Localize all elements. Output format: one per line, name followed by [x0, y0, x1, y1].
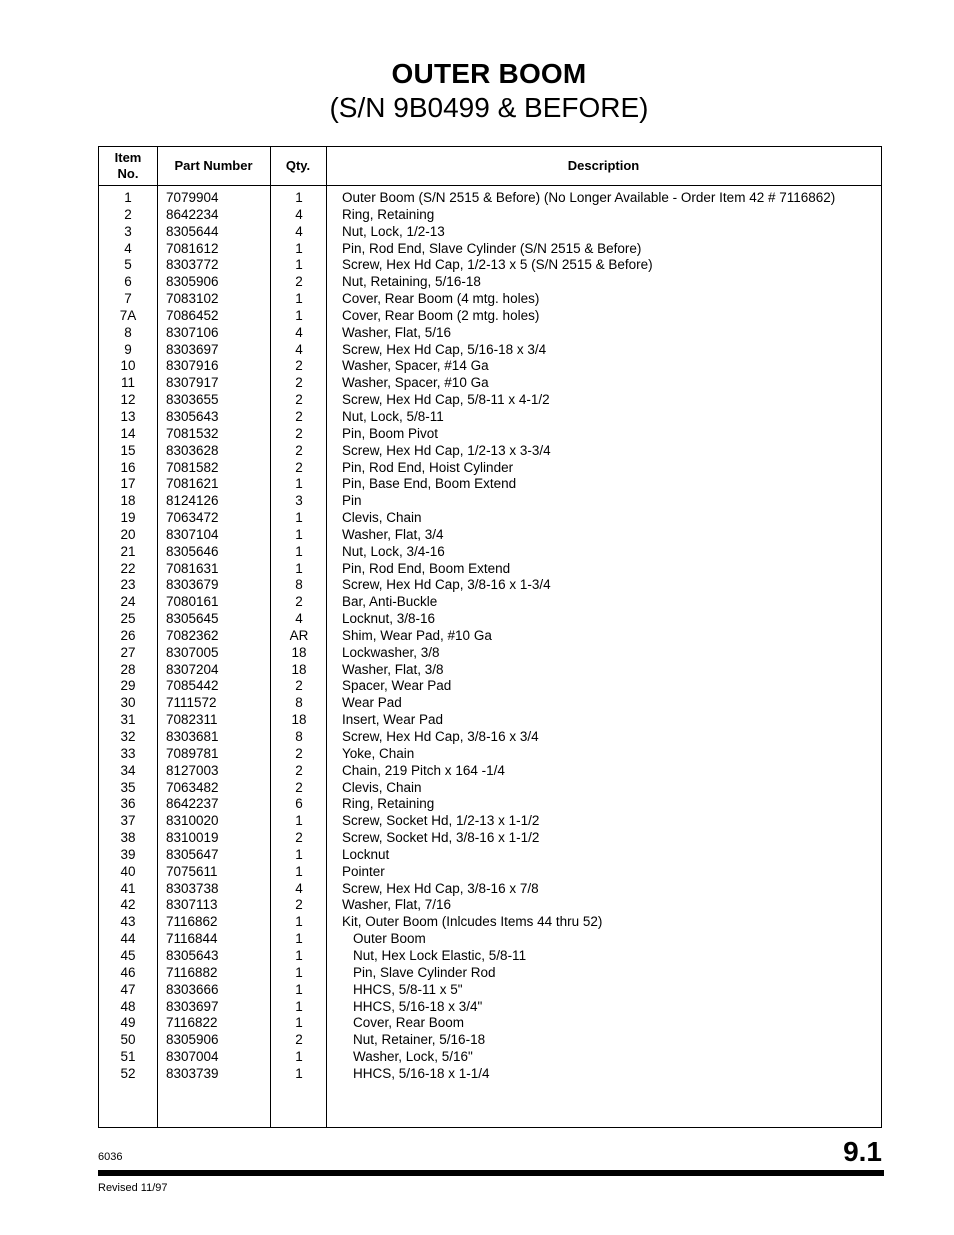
quantity: 1: [295, 476, 303, 492]
item-number: 27: [120, 644, 136, 660]
item-number: 19: [120, 510, 136, 526]
item-number: 14: [120, 425, 136, 441]
item-number: 38: [120, 830, 136, 846]
description: Washer, Lock, 5/16": [353, 1049, 473, 1065]
quantity: 8: [295, 729, 303, 744]
quantity: 1: [295, 190, 303, 205]
quantity: 1: [295, 964, 303, 980]
item-number: 41: [120, 880, 136, 896]
table-row: [99, 409, 881, 426]
part-number: 8307004: [166, 1049, 219, 1065]
table-row: [99, 982, 881, 999]
table-row: [99, 864, 881, 881]
part-number: 8124126: [166, 493, 219, 509]
part-number: 8305643: [166, 947, 219, 963]
quantity: 1: [295, 914, 303, 930]
part-number: 7089781: [166, 745, 219, 761]
quantity: 1: [295, 1065, 303, 1081]
revision-date: Revised 11/97: [98, 1182, 168, 1194]
table-row: [99, 342, 881, 359]
description: Bar, Anti-Buckle: [342, 594, 438, 610]
quantity: 1: [295, 1049, 303, 1065]
description: Screw, Hex Hd Cap, 3/8-16 x 3/4: [342, 729, 539, 744]
part-number: 7063472: [166, 510, 219, 526]
quantity: 1: [295, 846, 303, 862]
quantity: 2: [295, 897, 303, 913]
quantity: 2: [295, 392, 303, 408]
part-number: 8305644: [166, 223, 219, 239]
description: Clevis, Chain: [342, 510, 422, 526]
quantity: 4: [295, 880, 303, 896]
part-number: 8303697: [166, 998, 219, 1014]
item-number: 37: [120, 813, 136, 829]
table-row: [99, 325, 881, 342]
description: Pin, Boom Pivot: [342, 425, 439, 441]
item-number: 11: [120, 375, 135, 391]
description: Nut, Retaining, 5/16-18: [342, 274, 481, 290]
part-number: 8303628: [166, 442, 219, 458]
table-row: [99, 678, 881, 695]
quantity: 2: [295, 1032, 303, 1048]
item-number: 26: [120, 627, 136, 643]
table-row: [99, 594, 881, 611]
description: Nut, Lock, 3/4-16: [342, 543, 445, 559]
quantity: 2: [295, 375, 303, 391]
item-number: 20: [120, 526, 136, 542]
item-number: 50: [120, 1032, 136, 1048]
description: Screw, Hex Hd Cap, 1/2-13 x 5 (S/N 2515 & Before): [342, 257, 653, 273]
item-number: 2: [124, 206, 132, 222]
description: Pin, Base End, Boom Extend: [342, 476, 517, 492]
part-number: 8307204: [166, 661, 219, 677]
item-number: 18: [120, 493, 136, 509]
quantity: 2: [295, 594, 303, 610]
description: Screw, Hex Hd Cap, 5/16-18 x 3/4: [342, 341, 547, 357]
parts-table: [98, 146, 882, 1128]
part-number: 8307113: [166, 897, 218, 913]
part-number: 7079904: [166, 190, 219, 205]
part-number: 8303739: [166, 1065, 219, 1081]
quantity: AR: [289, 627, 309, 643]
description: Washer, Flat, 5/16: [342, 324, 452, 340]
part-number: 8303738: [166, 880, 219, 896]
table-row: [99, 291, 881, 308]
item-number: 25: [120, 611, 136, 627]
description: Nut, Retainer, 5/16-18: [353, 1032, 486, 1048]
description: Nut, Lock, 1/2-13: [342, 223, 445, 239]
part-number: 8303697: [166, 341, 219, 357]
table-row: [99, 561, 881, 578]
quantity: 4: [295, 223, 303, 239]
description: Pin, Rod End, Boom Extend: [342, 560, 511, 576]
quantity: 2: [295, 408, 303, 424]
item-number: 42: [120, 897, 136, 913]
item-number: 28: [120, 661, 136, 677]
part-number: 7085442: [166, 678, 219, 694]
description: Cover, Rear Boom (4 mtg. holes): [342, 291, 540, 307]
header-item-line1: Item: [114, 150, 142, 165]
table-row: [99, 780, 881, 797]
quantity: 2: [295, 358, 303, 374]
quantity: 2: [295, 459, 303, 475]
description: Wear Pad: [342, 695, 402, 711]
item-number: 32: [120, 729, 136, 744]
quantity: 8: [295, 695, 303, 711]
table-row: [99, 712, 881, 729]
quantity: 2: [295, 745, 303, 761]
description: Yoke, Chain: [342, 745, 415, 761]
part-number: 7081532: [166, 425, 219, 441]
table-row: [99, 443, 881, 460]
part-number: 8310019: [166, 830, 219, 846]
description: Chain, 219 Pitch x 164 -1/4: [342, 762, 505, 778]
description: Pin, Rod End, Hoist Cylinder: [342, 459, 514, 475]
description: Locknut: [342, 846, 390, 862]
quantity: 2: [295, 762, 303, 778]
description: Pin, Rod End, Slave Cylinder (S/N 2515 & Before): [342, 240, 642, 256]
quantity: 1: [295, 947, 303, 963]
header-item-line2: No.: [117, 166, 139, 181]
part-number: 7116822: [166, 1015, 218, 1031]
part-number: 8642237: [166, 796, 219, 812]
part-number: 7075611: [166, 863, 218, 879]
part-number: 8307005: [166, 644, 219, 660]
table-row: [99, 881, 881, 898]
description: Washer, Spacer, #14 Ga: [342, 358, 489, 374]
part-number: 8303679: [166, 577, 219, 593]
item-number: 44: [120, 931, 136, 947]
part-number: 7081621: [166, 476, 219, 492]
page-title: OUTER BOOM: [391, 58, 587, 89]
table-row: [99, 746, 881, 763]
item-number: 49: [120, 1015, 136, 1031]
table-row: [99, 813, 881, 830]
table-row: [99, 662, 881, 679]
table-row: [99, 914, 881, 931]
part-number: 8307916: [166, 358, 219, 374]
table-row: [99, 611, 881, 628]
quantity: 1: [295, 543, 303, 559]
quantity: 18: [291, 712, 307, 728]
description: Screw, Hex Hd Cap, 1/2-13 x 3-3/4: [342, 442, 551, 458]
description: Pointer: [342, 863, 385, 879]
description: Screw, Hex Hd Cap, 3/8-16 x 1-3/4: [342, 577, 551, 593]
table-row: [99, 645, 881, 662]
item-number: 7: [124, 291, 132, 307]
item-number: 22: [120, 560, 136, 576]
quantity: 1: [295, 560, 303, 576]
quantity: 18: [291, 661, 307, 677]
quantity: 1: [295, 981, 303, 997]
table-row: [99, 544, 881, 561]
item-number: 23: [120, 577, 136, 593]
table-row: [99, 510, 881, 527]
description: Screw, Hex Hd Cap, 3/8-16 x 7/8: [342, 880, 539, 896]
item-number: 12: [120, 392, 136, 408]
part-number: 8305643: [166, 408, 219, 424]
quantity: 4: [295, 341, 303, 357]
description: Ring, Retaining: [342, 206, 435, 222]
quantity: 1: [295, 998, 303, 1014]
table-row: [99, 241, 881, 258]
page-number: 9.1: [843, 1136, 882, 1167]
description: HHCS, 5/16-18 x 1-1/4: [353, 1065, 490, 1081]
part-number: 7081612: [166, 240, 219, 256]
quantity: 3: [295, 493, 303, 509]
part-number: 8305906: [166, 274, 219, 290]
part-number: 8303655: [166, 392, 219, 408]
description: Cover, Rear Boom: [353, 1015, 465, 1031]
item-number: 40: [120, 863, 136, 879]
part-number: 8303681: [166, 729, 219, 744]
part-number: 7116882: [166, 964, 218, 980]
quantity: 1: [295, 813, 303, 829]
item-number: 48: [120, 998, 136, 1014]
quantity: 1: [295, 291, 303, 307]
item-number: 24: [120, 594, 136, 610]
table-row: [99, 763, 881, 780]
item-number: 34: [120, 762, 136, 778]
part-number: 8305906: [166, 1032, 219, 1048]
table-row: [99, 274, 881, 291]
table-body: [99, 190, 881, 1083]
item-number: 36: [120, 796, 136, 812]
table-row: [99, 1015, 881, 1032]
table-row: [99, 460, 881, 477]
document-code: 6036: [98, 1151, 123, 1163]
quantity: 4: [295, 324, 303, 340]
table-row: [99, 476, 881, 493]
item-number: 45: [120, 947, 136, 963]
part-number: 8307917: [166, 375, 219, 391]
quantity: 1: [295, 931, 303, 947]
description: Washer, Spacer, #10 Ga: [342, 375, 489, 391]
description: Screw, Hex Hd Cap, 5/8-11 x 4-1/2: [342, 392, 550, 408]
quantity: 6: [295, 796, 303, 812]
table-row: [99, 729, 881, 746]
description: Clevis, Chain: [342, 779, 422, 795]
table-row: [99, 965, 881, 982]
table-row: [99, 190, 881, 207]
table-row: [99, 931, 881, 948]
table-row: [99, 1049, 881, 1066]
quantity: 1: [295, 1015, 303, 1031]
quantity: 1: [295, 257, 303, 273]
description: Ring, Retaining: [342, 796, 435, 812]
table-row: [99, 796, 881, 813]
description: Cover, Rear Boom (2 mtg. holes): [342, 307, 540, 323]
description: Screw, Socket Hd, 1/2-13 x 1-1/2: [342, 813, 540, 829]
part-number: 8307104: [166, 526, 219, 542]
table-row: [99, 308, 881, 325]
table-row: [99, 375, 881, 392]
quantity: 1: [295, 863, 303, 879]
description: Nut, Lock, 5/8-11: [342, 408, 444, 424]
footer-rule: [98, 1170, 884, 1176]
description: Kit, Outer Boom (Inlcudes Items 44 thru 52): [342, 914, 603, 930]
item-number: 21: [120, 543, 136, 559]
description: HHCS, 5/16-18 x 3/4": [353, 998, 483, 1014]
table-row: [99, 426, 881, 443]
header-qty: Qty.: [285, 158, 311, 173]
table-row: [99, 527, 881, 544]
part-number: 7063482: [166, 779, 219, 795]
description: Spacer, Wear Pad: [342, 678, 452, 694]
table-row: [99, 628, 881, 645]
quantity: 2: [295, 678, 303, 694]
table-row: [99, 358, 881, 375]
table-row: [99, 999, 881, 1016]
table-row: [99, 847, 881, 864]
part-number: 8127003: [166, 762, 219, 778]
item-number: 52: [120, 1065, 136, 1081]
quantity: 4: [295, 206, 303, 222]
quantity: 4: [295, 611, 303, 627]
part-number: 7080161: [166, 594, 219, 610]
description: HHCS, 5/8-11 x 5": [353, 981, 463, 997]
item-number: 39: [120, 846, 136, 862]
quantity: 2: [295, 830, 303, 846]
quantity: 1: [295, 307, 303, 323]
table-row: [99, 830, 881, 847]
table-row: [99, 493, 881, 510]
quantity: 1: [295, 510, 303, 526]
description: Washer, Flat, 3/8: [342, 661, 444, 677]
item-number: 15: [120, 442, 136, 458]
header-part-number: Part Number: [174, 158, 253, 173]
item-number: 4: [124, 240, 132, 256]
item-number: 8: [124, 324, 132, 340]
part-number: 7116844: [166, 931, 218, 947]
part-number: 7082311: [166, 712, 218, 728]
quantity: 1: [295, 526, 303, 542]
header-description: Description: [567, 158, 640, 173]
item-number: 43: [120, 914, 136, 930]
item-number: 16: [120, 459, 136, 475]
item-number: 51: [120, 1049, 136, 1065]
description: Outer Boom: [353, 931, 426, 947]
table-row: [99, 207, 881, 224]
item-number: 46: [120, 964, 136, 980]
description: Lockwasher, 3/8: [342, 644, 440, 660]
description: Outer Boom (S/N 2515 & Before) (No Longer Available - Order Item 42 # 7116862): [342, 190, 836, 205]
part-number: 7082362: [166, 627, 219, 643]
table-row: [99, 1032, 881, 1049]
part-number: 8303666: [166, 981, 219, 997]
item-number: 7A: [119, 307, 137, 323]
item-number: 35: [120, 779, 136, 795]
item-number: 31: [120, 712, 136, 728]
table-row: [99, 392, 881, 409]
description: Locknut, 3/8-16: [342, 611, 436, 627]
table-row: [99, 948, 881, 965]
quantity: 1: [295, 240, 303, 256]
description: Screw, Socket Hd, 3/8-16 x 1-1/2: [342, 830, 540, 846]
item-number: 3: [124, 223, 132, 239]
item-number: 13: [120, 408, 136, 424]
part-number: 8305645: [166, 611, 219, 627]
part-number: 8305647: [166, 846, 219, 862]
description: Insert, Wear Pad: [342, 712, 444, 728]
header-item-no: [99, 147, 157, 185]
part-number: 7083102: [166, 291, 219, 307]
part-number: 8305646: [166, 543, 219, 559]
part-number: 8303772: [166, 257, 219, 273]
item-number: 10: [120, 358, 136, 374]
table-row: [99, 257, 881, 274]
item-number: 17: [120, 476, 136, 492]
table-row: [99, 897, 881, 914]
item-number: 47: [120, 981, 136, 997]
description: Nut, Hex Lock Elastic, 5/8-11: [353, 947, 527, 963]
item-number: 1: [124, 190, 132, 205]
quantity: 8: [295, 577, 303, 593]
item-number: 9: [124, 341, 132, 357]
item-number: 5: [124, 257, 132, 273]
item-number: 30: [120, 695, 136, 711]
part-number: 8310020: [166, 813, 219, 829]
part-number: 7081582: [166, 459, 219, 475]
description: Pin: [342, 493, 362, 509]
item-number: 33: [120, 745, 136, 761]
table-row: [99, 1066, 881, 1083]
item-number: 29: [120, 678, 136, 694]
part-number: 7116862: [166, 914, 218, 930]
header-divider: [99, 185, 881, 186]
table-row: [99, 224, 881, 241]
quantity: 2: [295, 442, 303, 458]
item-number: 6: [124, 274, 132, 290]
description: Pin, Slave Cylinder Rod: [353, 964, 496, 980]
table-row: [99, 577, 881, 594]
table-row: [99, 695, 881, 712]
part-number: 7081631: [166, 560, 219, 576]
part-number: 7086452: [166, 307, 219, 323]
quantity: 2: [295, 425, 303, 441]
page-subtitle: (S/N 9B0499 & BEFORE): [329, 92, 649, 123]
description: Washer, Flat, 3/4: [342, 526, 444, 542]
quantity: 2: [295, 779, 303, 795]
description: Washer, Flat, 7/16: [342, 897, 452, 913]
description: Shim, Wear Pad, #10 Ga: [342, 627, 492, 643]
part-number: 8642234: [166, 206, 219, 222]
part-number: 7111572: [166, 695, 217, 711]
part-number: 8307106: [166, 324, 219, 340]
quantity: 18: [291, 644, 307, 660]
quantity: 2: [295, 274, 303, 290]
